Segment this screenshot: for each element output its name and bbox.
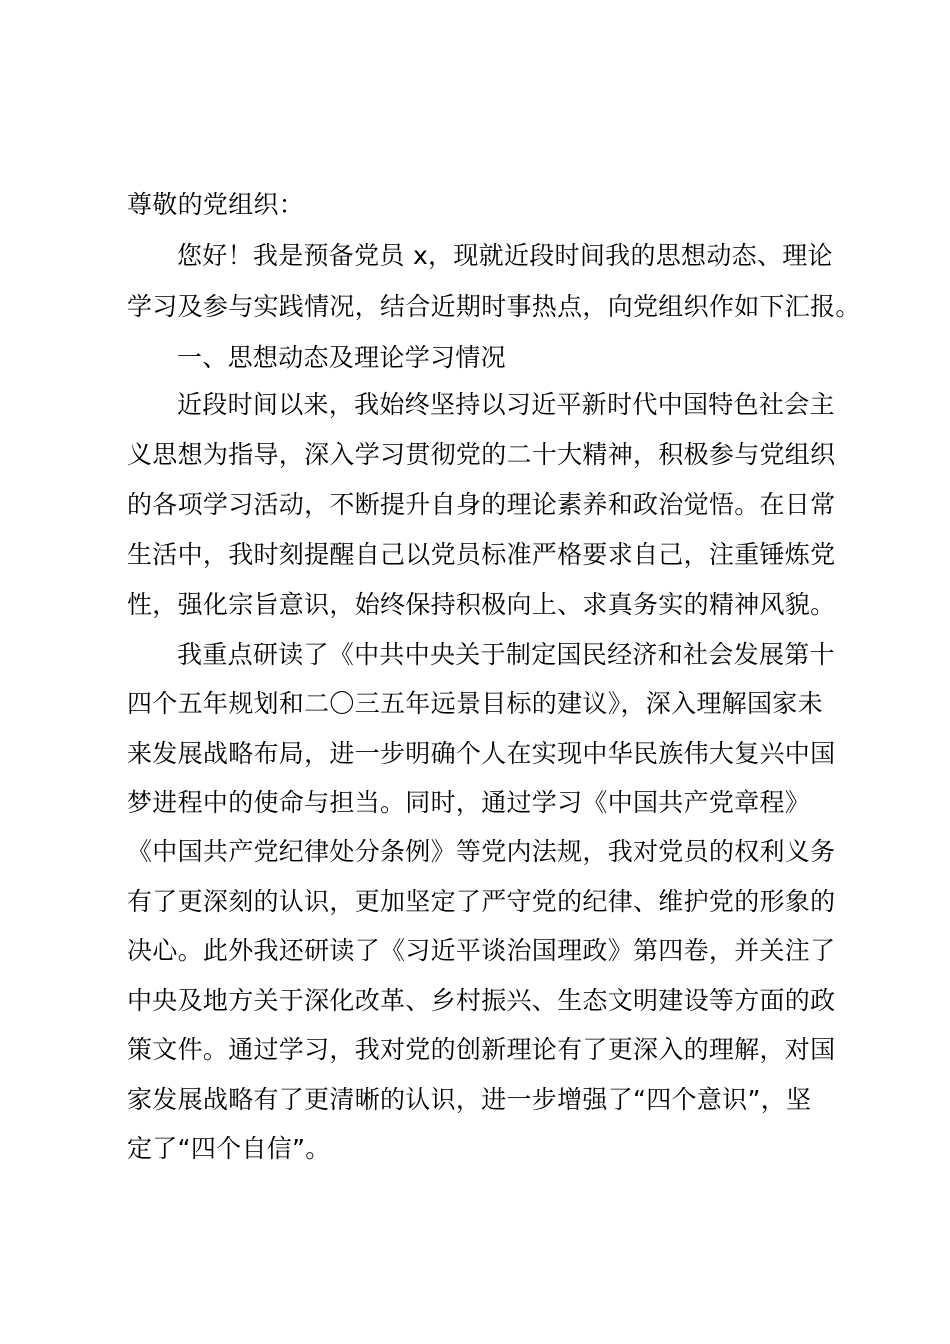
paragraph-greeting-line: 学习及参与实践情况，结合近期时事热点，向党组织作如下汇报。	[127, 292, 861, 321]
paragraph-line: 定了“四个自信”。	[127, 1134, 331, 1163]
paragraph-line: 梦进程中的使命与担当。同时，通过学习《中国共产党章程》	[127, 788, 811, 817]
paragraph-line: 家发展战略有了更清晰的认识，进一步增强了“四个意识”，坚	[127, 1085, 812, 1114]
paragraph-line: 的各项学习活动，不断提升自身的理论素养和政治觉悟。在日常	[127, 490, 836, 519]
section-heading: 一、思想动态及理论学习情况	[177, 343, 506, 372]
paragraph-line: 来发展战略布局，进一步明确个人在实现中华民族伟大复兴中国	[127, 739, 836, 768]
paragraph-line: 性，强化宗旨意识，始终保持积极向上、求真务实的精神风貌。	[127, 590, 836, 619]
paragraph-line: 决心。此外我还研读了《习近平谈治国理政》第四卷，并关注了	[127, 936, 836, 965]
paragraph-line: 有了更深刻的认识，更加坚定了严守党的纪律、维护党的形象的	[127, 887, 836, 916]
paragraph-line: 中央及地方关于深化改革、乡村振兴、生态文明建设等方面的政	[127, 986, 836, 1015]
paragraph-line: 我重点研读了《中共中央关于制定国民经济和社会发展第十	[177, 640, 835, 669]
paragraph-line: 策文件。通过学习，我对党的创新理论有了更深入的理解，对国	[127, 1035, 836, 1064]
salutation: 尊敬的党组织：	[127, 190, 305, 219]
paragraph-line: 近段时间以来，我始终坚持以习近平新时代中国特色社会主	[177, 390, 835, 419]
paragraph-line: 义思想为指导，深入学习贯彻党的二十大精神，积极参与党组织	[127, 440, 836, 469]
paragraph-line: 四个五年规划和二〇三五年远景目标的建议》，深入理解国家未	[127, 689, 823, 718]
paragraph-line: 《中国共产党纪律处分条例》等党内法规，我对党员的权利义务	[127, 837, 836, 866]
paragraph-line: 生活中，我时刻提醒自己以党员标准严格要求自己，注重锤炼党	[127, 540, 836, 569]
paragraph-greeting-line: 您好！我是预备党员 x，现就近段时间我的思想动态、理论	[177, 241, 833, 270]
